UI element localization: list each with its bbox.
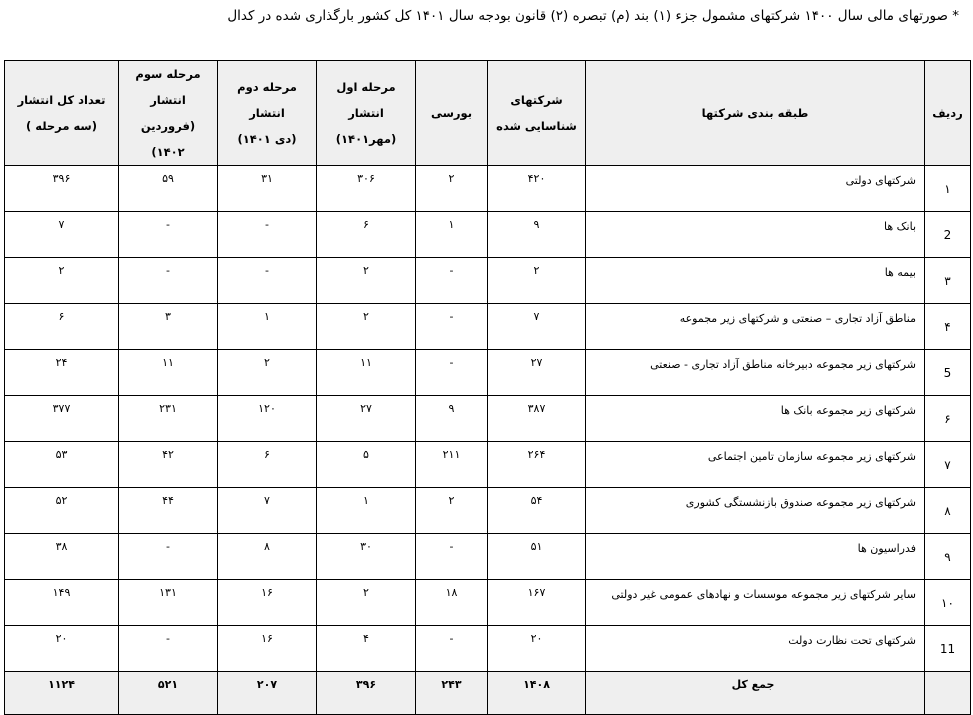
row-number-cell: ۹ bbox=[925, 534, 971, 580]
category-cell: بانک ها bbox=[586, 212, 925, 258]
bourse-cell: - bbox=[416, 304, 488, 350]
totals-stage1-cell: ۳۹۶ bbox=[317, 672, 416, 715]
stage1-cell: ۵ bbox=[317, 442, 416, 488]
stage2-cell: - bbox=[218, 258, 317, 304]
table-row bbox=[5, 396, 971, 442]
header-category: طبقه بندی شرکتها bbox=[586, 61, 925, 166]
table-caption: * صورتهای مالی سال ۱۴۰۰ شرکتهای مشمول جزء (۱) بند (م) تبصره (۲) قانون بودجه سال ۱۴۰۱ کل کشور بارگذاری شده در کدال bbox=[227, 8, 959, 24]
stage1-cell: ۲ bbox=[317, 258, 416, 304]
stage3-cell: ۴۲ bbox=[119, 442, 218, 488]
row-number-cell: ۸ bbox=[925, 488, 971, 534]
stage2-cell: ۱ bbox=[218, 304, 317, 350]
stage1-cell: ۱۱ bbox=[317, 350, 416, 396]
table-row bbox=[5, 258, 971, 304]
stage3-cell: - bbox=[119, 258, 218, 304]
stage2-cell: ۲ bbox=[218, 350, 317, 396]
category-cell: شرکتهای تحت نظارت دولت bbox=[586, 626, 925, 672]
header-total: تعداد کل انتشار (سه مرحله ) bbox=[5, 61, 119, 166]
row-number-cell: ۶ bbox=[925, 396, 971, 442]
totals-bourse-cell: ۲۴۳ bbox=[416, 672, 488, 715]
stage2-cell: ۱۶ bbox=[218, 626, 317, 672]
totals-label-cell: جمع کل bbox=[586, 672, 925, 715]
stage3-cell: ۲۳۱ bbox=[119, 396, 218, 442]
stage2-cell: ۱۶ bbox=[218, 580, 317, 626]
row-number-cell: ۴ bbox=[925, 304, 971, 350]
bourse-cell: ۱ bbox=[416, 212, 488, 258]
table-row bbox=[5, 304, 971, 350]
bourse-cell: ۹ bbox=[416, 396, 488, 442]
table-row bbox=[5, 166, 971, 212]
bourse-cell: - bbox=[416, 534, 488, 580]
total-cell: ۶ bbox=[5, 304, 119, 350]
bourse-cell: ۲ bbox=[416, 166, 488, 212]
category-cell: شرکتهای زیر مجموعه دبیرخانه مناطق آزاد تجاری - صنعتی bbox=[586, 350, 925, 396]
total-cell: ۵۳ bbox=[5, 442, 119, 488]
row-number-cell: ۱ bbox=[925, 166, 971, 212]
identified-cell: ۲۶۴ bbox=[488, 442, 586, 488]
stage2-cell: ۷ bbox=[218, 488, 317, 534]
stage3-cell: ۱۳۱ bbox=[119, 580, 218, 626]
table-body bbox=[5, 166, 971, 715]
bourse-cell: ۲ bbox=[416, 488, 488, 534]
bourse-cell: - bbox=[416, 626, 488, 672]
table-row bbox=[5, 350, 971, 396]
header-row-no: ردیف bbox=[925, 61, 971, 166]
stage3-cell: ۱۱ bbox=[119, 350, 218, 396]
stage2-cell: ۳۱ bbox=[218, 166, 317, 212]
category-cell: مناطق آزاد تجاری – صنعتی و شرکتهای زیر مجموعه bbox=[586, 304, 925, 350]
table-row bbox=[5, 580, 971, 626]
category-cell: سایر شرکتهای زیر مجموعه موسسات و نهادهای عمومی غیر دولتی bbox=[586, 580, 925, 626]
total-cell: ۷ bbox=[5, 212, 119, 258]
header-identified: شرکتهای شناسایی شده bbox=[488, 61, 586, 166]
totals-row-no-cell bbox=[925, 672, 971, 715]
stage1-cell: ۳۰۶ bbox=[317, 166, 416, 212]
header-stage3: مرحله سوم انتشار (فروردین ۱۴۰۲) bbox=[119, 61, 218, 166]
totals-row bbox=[5, 672, 971, 715]
identified-cell: ۳۸۷ bbox=[488, 396, 586, 442]
header-stage1: مرحله اول انتشار (مهر۱۴۰۱) bbox=[317, 61, 416, 166]
stage2-cell: ۸ bbox=[218, 534, 317, 580]
stage1-cell: ۱ bbox=[317, 488, 416, 534]
stage3-cell: - bbox=[119, 212, 218, 258]
row-number-cell: ۳ bbox=[925, 258, 971, 304]
bourse-cell: ۲۱۱ bbox=[416, 442, 488, 488]
stage1-cell: ۲ bbox=[317, 304, 416, 350]
total-cell: ۳۸ bbox=[5, 534, 119, 580]
bourse-cell: ۱۸ bbox=[416, 580, 488, 626]
row-number-cell: ۷ bbox=[925, 442, 971, 488]
total-cell: ۵۲ bbox=[5, 488, 119, 534]
category-cell: بیمه ها bbox=[586, 258, 925, 304]
stage3-cell: - bbox=[119, 534, 218, 580]
table-row bbox=[5, 442, 971, 488]
total-cell: ۲ bbox=[5, 258, 119, 304]
total-cell: ۲۴ bbox=[5, 350, 119, 396]
identified-cell: ۱۶۷ bbox=[488, 580, 586, 626]
stage3-cell: ۳ bbox=[119, 304, 218, 350]
stage1-cell: ۴ bbox=[317, 626, 416, 672]
category-cell: شرکتهای دولتی bbox=[586, 166, 925, 212]
identified-cell: ۷ bbox=[488, 304, 586, 350]
total-cell: ۳۷۷ bbox=[5, 396, 119, 442]
stage1-cell: ۲۷ bbox=[317, 396, 416, 442]
stage2-cell: - bbox=[218, 212, 317, 258]
row-number-cell: 11 bbox=[925, 626, 971, 672]
total-cell: ۳۹۶ bbox=[5, 166, 119, 212]
header-bourse: بورسی bbox=[416, 61, 488, 166]
totals-stage3-cell: ۵۲۱ bbox=[119, 672, 218, 715]
identified-cell: ۵۴ bbox=[488, 488, 586, 534]
table-row bbox=[5, 488, 971, 534]
totals-total-cell: ۱۱۲۴ bbox=[5, 672, 119, 715]
row-number-cell: ۱۰ bbox=[925, 580, 971, 626]
table-row bbox=[5, 534, 971, 580]
stage2-cell: ۶ bbox=[218, 442, 317, 488]
bourse-cell: - bbox=[416, 350, 488, 396]
identified-cell: ۲۷ bbox=[488, 350, 586, 396]
category-cell: فدراسیون ها bbox=[586, 534, 925, 580]
totals-stage2-cell: ۲۰۷ bbox=[218, 672, 317, 715]
header-stage2: مرحله دوم انتشار (دی ۱۴۰۱) bbox=[218, 61, 317, 166]
stage3-cell: ۴۴ bbox=[119, 488, 218, 534]
totals-identified-cell: ۱۴۰۸ bbox=[488, 672, 586, 715]
identified-cell: ۲ bbox=[488, 258, 586, 304]
row-number-cell: 5 bbox=[925, 350, 971, 396]
category-cell: شرکتهای زیر مجموعه سازمان تامین اجتماعی bbox=[586, 442, 925, 488]
category-cell: شرکتهای زیر مجموعه صندوق بازنشستگی کشوری bbox=[586, 488, 925, 534]
stage1-cell: ۳۰ bbox=[317, 534, 416, 580]
stage1-cell: ۶ bbox=[317, 212, 416, 258]
identified-cell: ۵۱ bbox=[488, 534, 586, 580]
identified-cell: ۹ bbox=[488, 212, 586, 258]
identified-cell: ۲۰ bbox=[488, 626, 586, 672]
category-cell: شرکتهای زیر مجموعه بانک ها bbox=[586, 396, 925, 442]
stage2-cell: ۱۲۰ bbox=[218, 396, 317, 442]
table-row bbox=[5, 626, 971, 672]
identified-cell: ۴۲۰ bbox=[488, 166, 586, 212]
total-cell: ۲۰ bbox=[5, 626, 119, 672]
companies-table bbox=[4, 60, 971, 715]
bourse-cell: - bbox=[416, 258, 488, 304]
header-row bbox=[5, 61, 971, 166]
stage3-cell: ۵۹ bbox=[119, 166, 218, 212]
row-number-cell: 2 bbox=[925, 212, 971, 258]
stage3-cell: - bbox=[119, 626, 218, 672]
total-cell: ۱۴۹ bbox=[5, 580, 119, 626]
stage1-cell: ۲ bbox=[317, 580, 416, 626]
table-row bbox=[5, 212, 971, 258]
